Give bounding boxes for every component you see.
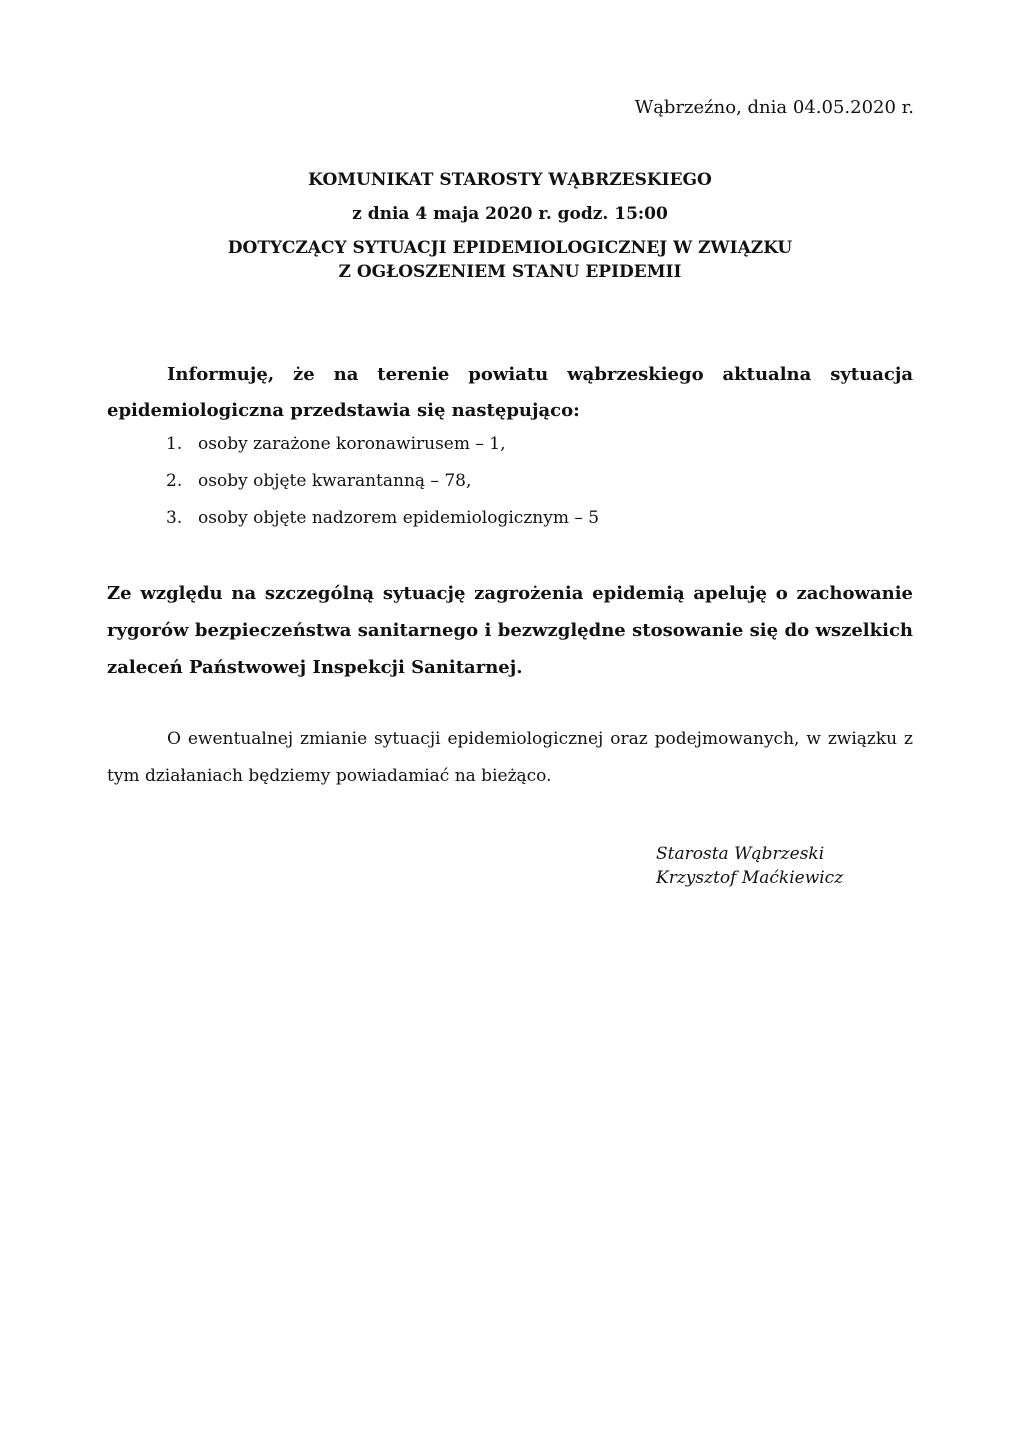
statistics-list [166,432,599,543]
list-item [166,469,599,506]
appeal-paragraph: Ze względu na szczególną sytuację zagrożenia epidemią apeluję o zachowanie rygorów bezpieczeństwa sanitarnego i bezwzględne stosowanie się do wszelkich zaleceń Państwowej Inspekcji Sanitarnej. [107,583,913,678]
heading-title: KOMUNIKAT STAROSTY WĄBRZESKIEGO [308,170,712,190]
heading [105,168,915,284]
signature-title: Starosta Wąbrzeski [656,844,825,864]
list-item [166,506,599,543]
heading-date: z dnia 4 maja 2020 r. godz. 15:00 [352,204,668,224]
signature-name: Krzysztof Maćkiewicz [656,868,844,888]
list-item-number: 2. [166,471,183,491]
heading-subject-line-2: Z OGŁOSZENIEM STANU EPIDEMII [338,262,682,282]
list-item [166,432,599,469]
list-item-text: osoby objęte nadzorem epidemiologicznym – 5 [198,508,600,528]
heading-subject-line-1: DOTYCZĄCY SYTUACJI EPIDEMIOLOGICZNEJ W ZWIĄZKU [227,238,793,258]
list-item-number: 3. [166,508,183,528]
list-item-text: osoby objęte kwarantanną – 78, [198,471,472,491]
list-item-text: osoby zarażone koronawirusem – 1, [198,434,506,454]
intro-paragraph: Informuję, że na terenie powiatu wąbrzeskiego aktualna sytuacja epidemiologiczna przedstawia się następująco: [107,364,913,421]
signature-block [656,842,843,890]
date-line: Wąbrzeźno, dnia 04.05.2020 r. [634,97,914,118]
info-paragraph: O ewentualnej zmianie sytuacji epidemiologicznej oraz podejmowanych, w związku z tym działaniach będziemy powiadamiać na bieżąco. [107,729,913,786]
list-item-number: 1. [166,434,183,454]
